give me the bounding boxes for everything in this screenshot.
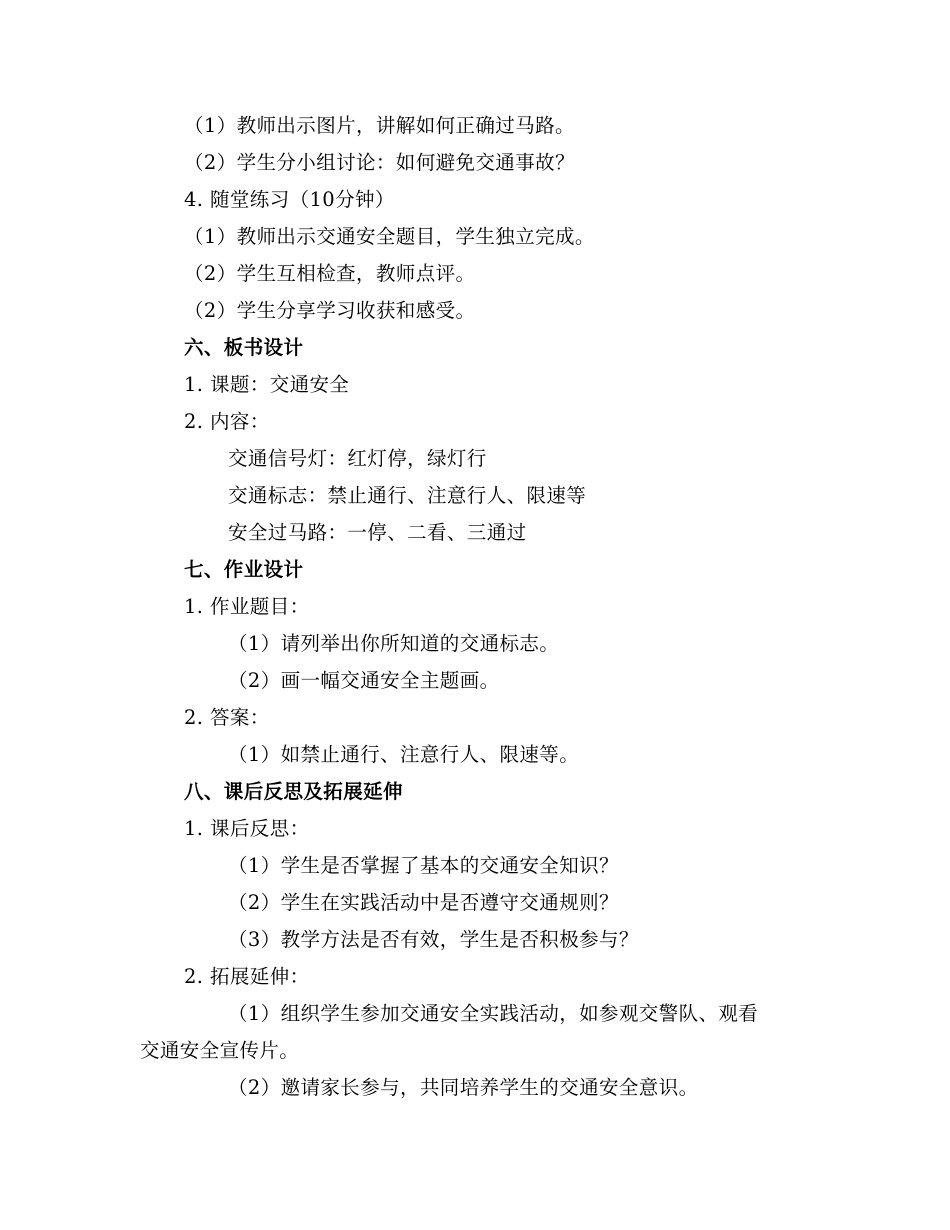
paragraph-line: （1）教师出示图片，讲解如何正确过马路。 [184,114,575,137]
paragraph-line: （1）组织学生参加交通安全实践活动，如参观交警队、观看 [228,1002,759,1025]
paragraph-line: （1）教师出示交通安全题目，学生独立完成。 [184,225,595,248]
list-item: 1. 课后反思： [184,817,310,840]
list-item: 2. 拓展延伸： [184,965,310,988]
paragraph-line: （2）学生分享学习收获和感受。 [184,299,476,322]
paragraph-line: （2）学生互相检查，教师点评。 [184,262,476,285]
paragraph-line: 交通标志：禁止通行、注意行人、限速等 [228,484,587,507]
paragraph-line: （1）请列举出你所知道的交通标志。 [228,632,560,655]
list-item: 1. 课题：交通安全 [184,373,350,396]
paragraph-line: （3）教学方法是否有效，学生是否积极参与？ [228,928,639,951]
paragraph-line: 交通信号灯：红灯停，绿灯行 [228,447,487,470]
section-heading: 六、板书设计 [184,336,304,359]
paragraph-line: 安全过马路：一停、二看、三通过 [228,521,527,544]
paragraph-line: （1）学生是否掌握了基本的交通安全知识？ [228,854,619,877]
paragraph-line: （1）如禁止通行、注意行人、限速等。 [228,743,580,766]
paragraph-line: （2）邀请家长参与，共同培养学生的交通安全意识。 [228,1076,699,1099]
paragraph-line: （2）学生在实践活动中是否遵守交通规则？ [228,891,619,914]
section-heading: 八、课后反思及拓展延伸 [184,780,403,803]
paragraph-line: 交通安全宣传片。 [140,1039,300,1062]
paragraph-line: （2）画一幅交通安全主题画。 [228,669,500,692]
list-item: 2. 答案： [184,706,270,729]
list-item: 2. 内容： [184,410,270,433]
list-item: 4. 随堂练习（10分钟） [184,188,395,211]
list-item: 1. 作业题目： [184,595,310,618]
section-heading: 七、作业设计 [184,558,304,581]
paragraph-line: （2）学生分小组讨论：如何避免交通事故？ [184,151,575,174]
